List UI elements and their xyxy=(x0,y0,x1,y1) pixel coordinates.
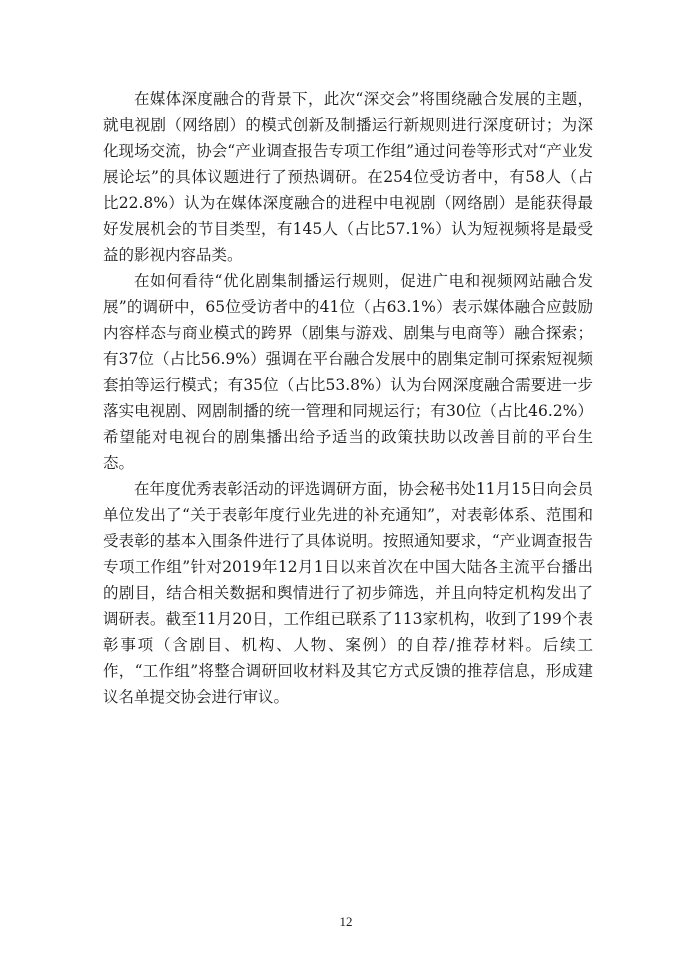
page-number: 12 xyxy=(339,914,353,929)
paragraph-media-fusion-survey: 在媒体深度融合的背景下，此次“深交会”将围绕融合发展的主题，就电视剧（网络剧）的模式创新及制播运行新规则进行深度研讨；为深化现场交流，协会“产业调查报告专项工作组”通过问卷等形式对“产业发展论坛”的具体议题进行了预热调研。在254位受访者中，有58人（占比22.8%）认为在媒体深度融合的进程中电视剧（网络剧）是能获得最好发展机会的节目类型，有145人（占比57.1%）认为短视频将是最受益的影视内容品类。 xyxy=(103,90,593,264)
paragraph-broadcast-rules-survey: 在如何看待“优化剧集制播运行规则，促进广电和视频网站融合发展”的调研中，65位受访者中的41位（占63.1%）表示媒体融合应鼓励内容样态与商业模式的跨界（剧集与游戏、剧集与电商等）融合探索；有37位（占比56.9%）强调在平台融合发展中的剧集定制可探索短视频套拍等运行模式；有35位（占比53.8%）认为台网深度融合需要进一步落实电视剧、网剧制播的统一管理和同规运行；有30位（占比46.2%）希望能对电视台的剧集播出给予适当的政策扶助以改善目前的平台生态。 xyxy=(103,272,593,472)
paragraph-annual-awards-survey: 在年度优秀表彰活动的评选调研方面，协会秘书处11月15日向会员单位发出了“关于表彰年度行业先进的补充通知”，对表彰体系、范围和受表彰的基本入围条件进行了具体说明。按照通知要求，“产业调查报告专项工作组”针对2019年12月1日以来首次在中国大陆各主流平台播出的剧目，结合相关数据和舆情进行了初步筛选，并且向特定机构发出了调研表。截至11月20日，工作组已联系了113家机构，收到了199个表彰事项（含剧目、机构、人物、案例）的自荐/推荐材料。后续工作，“工作组”将整合调研回收材料及其它方式反馈的推荐信息，形成建议名单提交协会进行审议。 xyxy=(103,480,593,706)
body-text xyxy=(103,86,593,710)
